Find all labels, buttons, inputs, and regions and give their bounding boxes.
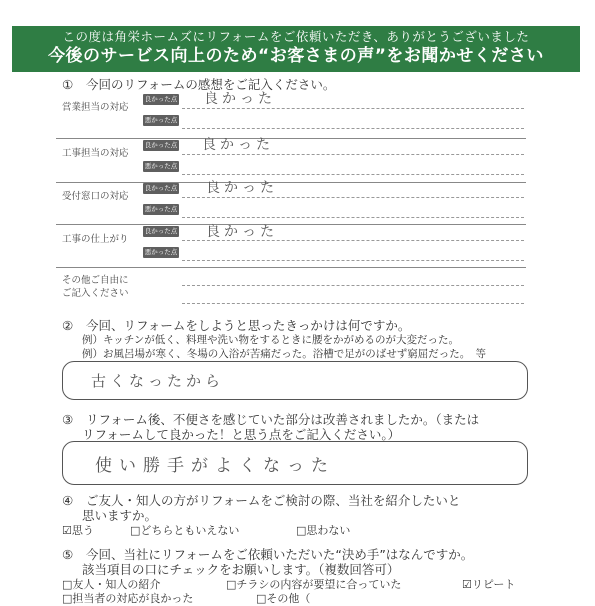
good-point-tag: 良かった点 bbox=[144, 95, 178, 103]
answer-line bbox=[182, 217, 524, 218]
bad-point-tag: 悪かった点 bbox=[144, 116, 178, 124]
good-point-tag: 良かった点 bbox=[144, 141, 178, 149]
header-banner bbox=[12, 26, 580, 72]
bad-point-tag: 悪かった点 bbox=[144, 205, 178, 213]
question-text-1: 今回、当社にリフォームをご依頼いただいた“決め手”はなんですか。 bbox=[85, 547, 474, 562]
example-2: 例）お風呂場が寒く、冬場の入浴が苦痛だった。浴槽で足がのばせず窮屈だった。 等 bbox=[82, 348, 487, 360]
option-neutral[interactable]: □どちらともいえない bbox=[130, 524, 240, 537]
handwritten-answer: 良かった bbox=[202, 137, 274, 153]
question-3-line-2: リフォームして良かった！と思う点をご記入ください。） bbox=[82, 427, 401, 442]
row-divider bbox=[56, 267, 526, 268]
row-divider bbox=[56, 224, 526, 225]
handwritten-answer: 使い勝手がよくなった bbox=[95, 456, 335, 476]
bad-point-tag: 悪かった点 bbox=[144, 162, 178, 170]
row-divider bbox=[56, 138, 526, 139]
question-text-1: リフォーム後、不便さを感じていた部分は改善されましたか。（または bbox=[85, 412, 480, 427]
option-friend-referral[interactable]: □友人・知人の紹介 bbox=[62, 578, 161, 591]
answer-box-3 bbox=[62, 441, 528, 485]
question-number: ④ bbox=[62, 493, 74, 508]
option-repeat[interactable]: ☑リピート bbox=[462, 578, 516, 591]
option-flyer[interactable]: □チラシの内容が要望に合っていた bbox=[226, 578, 402, 591]
row-label-construction: 工事担当の対応 bbox=[62, 148, 129, 159]
handwritten-answer: 古くなったから bbox=[91, 372, 225, 390]
answer-line bbox=[182, 285, 524, 286]
good-point-tag: 良かった点 bbox=[144, 227, 178, 235]
question-text: 今回、リフォームをしようと思ったきっかけは何ですか。 bbox=[85, 318, 411, 333]
handwritten-answer: 良かった bbox=[204, 91, 276, 107]
question-number: ① bbox=[62, 77, 74, 92]
good-point-tag: 良かった点 bbox=[144, 184, 178, 192]
handwritten-answer: 良かった bbox=[206, 224, 278, 240]
question-number: ② bbox=[62, 318, 74, 333]
banner-title: 今後のサービス向上のため“お客さまの声”をお聞かせください bbox=[48, 46, 544, 66]
example-1: 例）キッチンが低く、料理や洗い物をするときに腰をかがめるのが大変だった。 bbox=[82, 334, 460, 346]
row-label-sales: 営業担当の対応 bbox=[62, 102, 129, 113]
question-1 bbox=[62, 75, 335, 93]
bad-point-tag: 悪かった点 bbox=[144, 248, 178, 256]
answer-line bbox=[182, 260, 524, 261]
answer-line bbox=[182, 128, 524, 129]
handwritten-answer: 良かった bbox=[206, 180, 278, 196]
question-number: ③ bbox=[62, 412, 74, 427]
answer-line bbox=[182, 108, 524, 109]
question-number: ⑤ bbox=[62, 547, 74, 562]
row-label-finish: 工事の仕上がり bbox=[62, 234, 129, 245]
question-5-line-2: 該当項目の口にチェックをお願いします。（複数回答可） bbox=[82, 562, 400, 577]
question-4-line-2: 思いますか。 bbox=[82, 508, 158, 523]
option-no[interactable]: □思わない bbox=[296, 524, 351, 537]
answer-line bbox=[182, 197, 524, 198]
answer-line bbox=[182, 303, 524, 304]
other-label: その他ご自由に ご記入ください bbox=[62, 275, 129, 299]
banner-thanks: この度は角栄ホームズにリフォームをご依頼いただき、ありがとうございました bbox=[62, 29, 530, 44]
option-yes[interactable]: ☑思う bbox=[62, 524, 94, 537]
row-label-reception: 受付窓口の対応 bbox=[62, 191, 129, 202]
answer-line bbox=[182, 154, 524, 155]
row-divider bbox=[56, 182, 526, 183]
question-text-1: ご友人・知人の方がリフォームをご検討の際、当社を紹介したいと bbox=[85, 493, 461, 508]
option-other[interactable]: □その他（ bbox=[256, 592, 311, 605]
question-text: 今回のリフォームの感想をご記入ください。 bbox=[85, 77, 336, 92]
answer-box-2 bbox=[62, 361, 528, 400]
answer-line bbox=[182, 174, 524, 175]
option-staff-response[interactable]: □担当者の対応が良かった bbox=[62, 592, 194, 605]
answer-line bbox=[182, 240, 524, 241]
